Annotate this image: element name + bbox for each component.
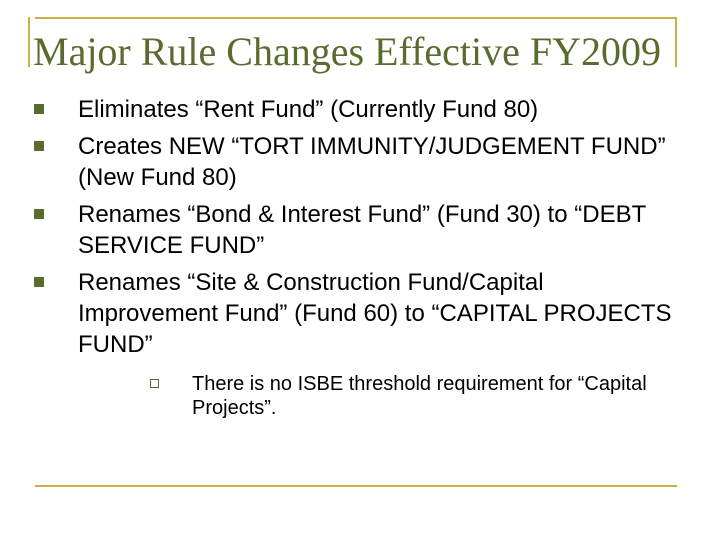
square-bullet-icon xyxy=(34,277,44,287)
square-bullet-icon xyxy=(34,209,44,219)
frame-bottom-line xyxy=(35,485,677,487)
sub-bullet-item xyxy=(78,372,674,420)
bullet-text: Eliminates “Rent Fund” (Currently Fund 80) xyxy=(78,96,539,123)
bullet-item xyxy=(34,94,674,125)
bullet-item xyxy=(34,199,674,261)
bullet-text: Renames “Bond & Interest Fund” (Fund 30) to “DEBT SERVICE FUND” xyxy=(78,201,646,259)
frame-top-line xyxy=(35,17,677,19)
bullet-item xyxy=(34,267,674,420)
square-bullet-icon xyxy=(34,104,44,114)
hollow-square-bullet-icon xyxy=(150,379,159,388)
bullet-item xyxy=(34,131,674,193)
square-bullet-icon xyxy=(34,141,44,151)
frame-right-line xyxy=(675,17,677,67)
slide-title: Major Rule Changes Effective FY2009 xyxy=(33,29,662,74)
bullet-text: Renames “Site & Construction Fund/Capital Improvement Fund” (Fund 60) to “CAPITAL PROJECTS FUND” xyxy=(78,269,672,358)
bullet-text: Creates NEW “TORT IMMUNITY/JUDGEMENT FUND” (New Fund 80) xyxy=(78,133,666,191)
sub-bullet-text: There is no ISBE threshold requirement for “Capital Projects”. xyxy=(192,373,647,419)
frame-left-line xyxy=(28,17,30,67)
bullet-list xyxy=(34,94,674,426)
sub-bullet-list xyxy=(78,372,674,420)
